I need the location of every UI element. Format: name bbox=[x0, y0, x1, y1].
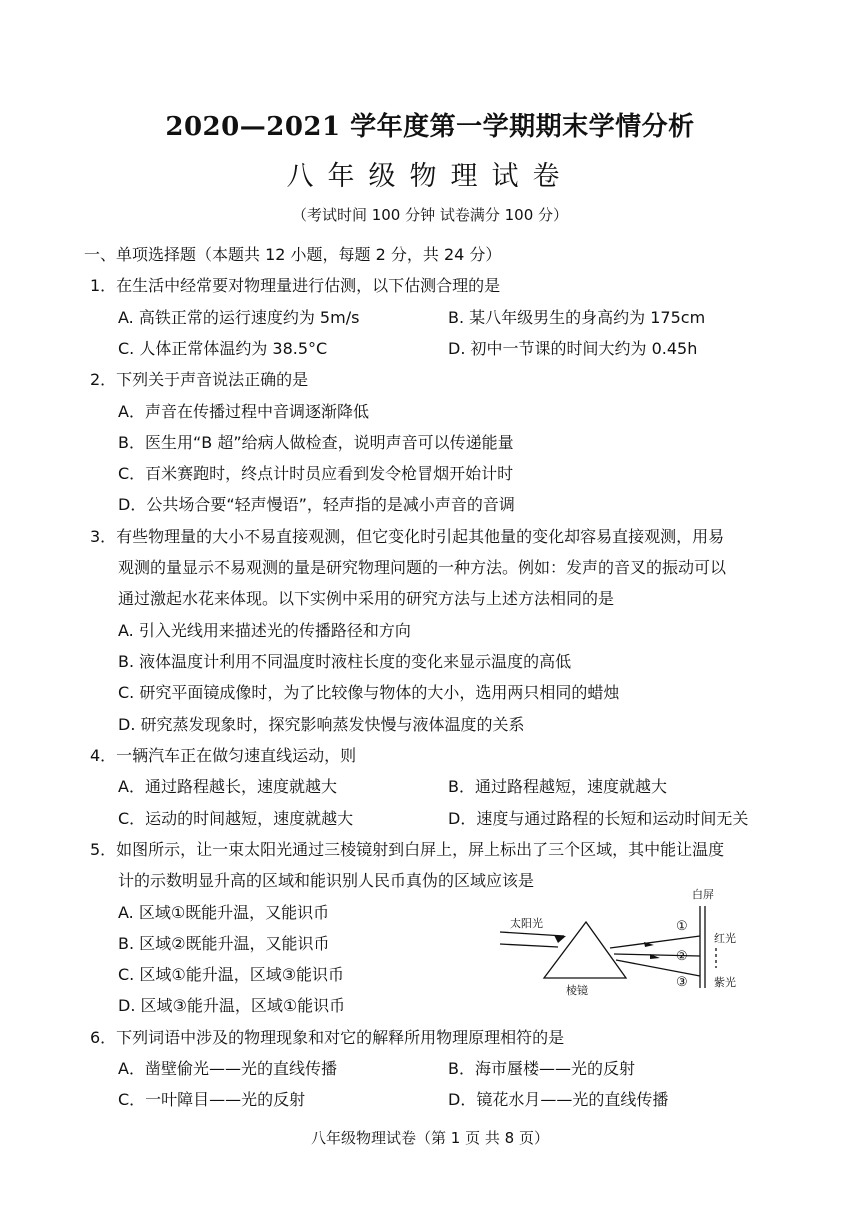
red-light-label: 红光 bbox=[714, 932, 736, 945]
question-1-option-c: C. 人体正常体温约为 38.5°C bbox=[118, 339, 328, 358]
question-3-option-c: C. 研究平面镜成像时，为了比较像与物体的大小，选用两只相同的蜡烛 bbox=[118, 683, 620, 702]
question-6-option-a: A．凿壁偷光——光的直线传播 bbox=[118, 1059, 337, 1078]
region-2-label: ② bbox=[676, 949, 688, 964]
question-1-stem: 1．在生活中经常要对物理量进行估测，以下估测合理的是 bbox=[90, 276, 501, 295]
question-5-option-d: D. 区域③能升温，区域①能识币 bbox=[118, 996, 346, 1015]
question-1-option-d: D. 初中一节课的时间大约为 0.45h bbox=[448, 339, 698, 358]
question-6-stem: 6．下列词语中涉及的物理现象和对它的解释所用物理原理相符的是 bbox=[90, 1028, 565, 1047]
prism-diagram bbox=[494, 884, 764, 1000]
exam-title: 2020—2021 学年度第一学期期末学情分析 bbox=[165, 112, 695, 142]
question-2-option-a: A．声音在传播过程中音调逐渐降低 bbox=[118, 402, 369, 421]
question-5-stem-line-2: 计的示数明显升高的区域和能识别人民币真伪的区域应该是 bbox=[118, 871, 535, 890]
violet-light-label: 紫光 bbox=[714, 976, 736, 989]
question-2-option-c: C．百米赛跑时，终点计时员应看到发令枪冒烟开始计时 bbox=[118, 464, 514, 483]
page-footer: 八年级物理试卷（第 1 页 共 8 页） bbox=[311, 1129, 549, 1147]
question-1-option-a: A. 高铁正常的运行速度约为 5m/s bbox=[118, 308, 360, 327]
question-5-stem-line-1: 5．如图所示，让一束太阳光通过三棱镜射到白屏上，屏上标出了三个区域，其中能让温度 bbox=[90, 840, 725, 859]
question-4-option-a: A．通过路程越长，速度就越大 bbox=[118, 777, 337, 796]
sunlight-ray-lower bbox=[500, 944, 558, 947]
question-6-option-d: D．镜花水月——光的直线传播 bbox=[448, 1090, 669, 1109]
question-5-option-b: B. 区域②既能升温，又能识币 bbox=[118, 934, 330, 953]
question-3-stem-line-2: 观测的量显示不易观测的量是研究物理问题的一种方法。例如：发声的音叉的振动可以 bbox=[118, 558, 727, 577]
exam-subtitle: 八年级物理试卷 bbox=[286, 161, 574, 192]
question-6-option-b: B．海市蜃楼——光的反射 bbox=[448, 1059, 635, 1078]
region-1-label: ① bbox=[676, 919, 688, 934]
sunlight-label: 太阳光 bbox=[510, 917, 543, 930]
region-3-label: ③ bbox=[676, 975, 688, 990]
question-4-option-b: B．通过路程越短，速度就越大 bbox=[448, 777, 667, 796]
exam-time-note: （考试时间 100 分钟 试卷满分 100 分） bbox=[291, 206, 569, 224]
question-2-option-b: B．医生用“B 超”给病人做检查，说明声音可以传递能量 bbox=[118, 433, 514, 452]
prism-triangle bbox=[544, 922, 626, 978]
question-5-option-a: A. 区域①既能升温，又能识币 bbox=[118, 903, 330, 922]
question-3-option-d: D. 研究蒸发现象时，探究影响蒸发快慢与液体温度的关系 bbox=[118, 715, 525, 734]
question-3-option-b: B. 液体温度计利用不同温度时液柱长度的变化来显示温度的高低 bbox=[118, 652, 572, 671]
question-4-option-d: D．速度与通过路程的长短和运动时间无关 bbox=[448, 809, 749, 828]
question-2-option-d: D．公共场合要“轻声慢语”，轻声指的是减小声音的音调 bbox=[118, 495, 515, 514]
refracted-ray-1 bbox=[610, 936, 700, 948]
question-2-stem: 2．下列关于声音说法正确的是 bbox=[90, 370, 309, 389]
question-4-option-c: C．运动的时间越短，速度就越大 bbox=[118, 809, 354, 828]
question-3-stem-line-1: 3．有些物理量的大小不易直接观测，但它变化时引起其他量的变化却容易直接观测，用易 bbox=[90, 527, 725, 546]
arrow-head-incoming bbox=[554, 935, 566, 943]
prism-label: 棱镜 bbox=[566, 984, 588, 997]
question-3-option-a: A. 引入光线用来描述光的传播路径和方向 bbox=[118, 621, 411, 640]
question-4-stem: 4．一辆汽车正在做匀速直线运动，则 bbox=[90, 746, 357, 765]
question-3-stem-line-3: 通过激起水花来体现。以下实例中采用的研究方法与上述方法相同的是 bbox=[118, 589, 615, 608]
question-1-option-b: B. 某八年级男生的身高约为 175cm bbox=[448, 308, 706, 327]
question-5-option-c: C. 区域①能升温，区域③能识币 bbox=[118, 965, 345, 984]
question-6-option-c: C．一叶障目——光的反射 bbox=[118, 1090, 306, 1109]
screen-label: 白屏 bbox=[692, 888, 714, 901]
section-heading: 一、单项选择题（本题共 12 小题，每题 2 分，共 24 分） bbox=[84, 245, 502, 264]
